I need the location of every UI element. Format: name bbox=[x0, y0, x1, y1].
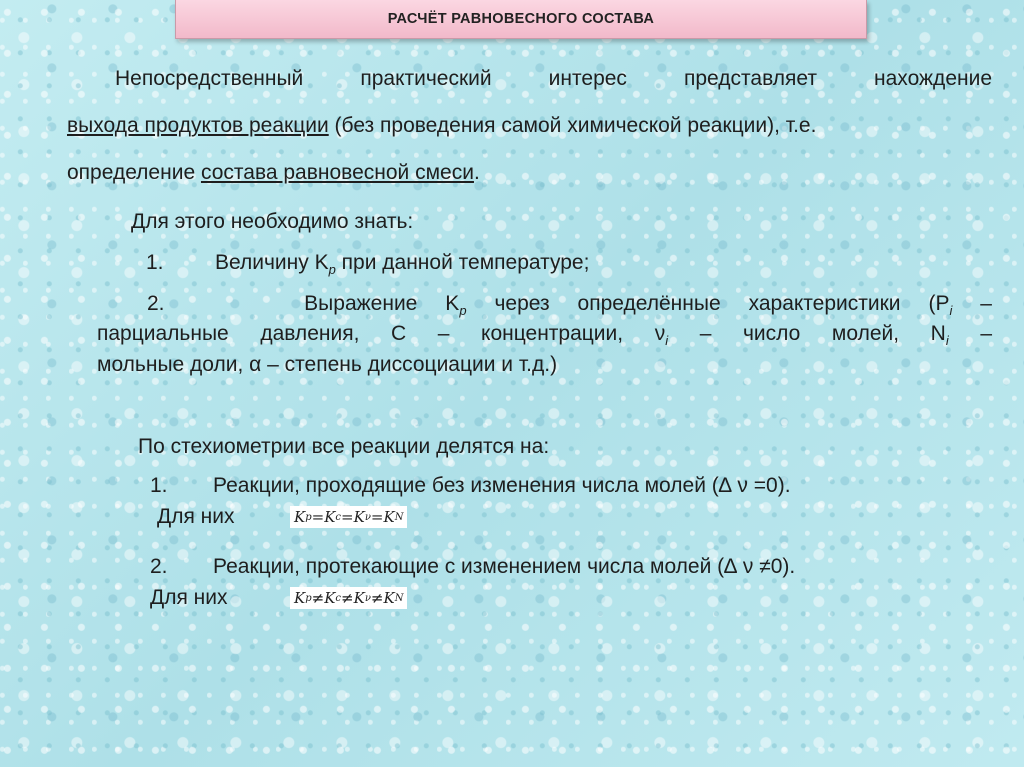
stoich-item-2-text: Реакции, протекающие с изменением числа молей (∆ ν ≠0). bbox=[213, 555, 796, 578]
need-item-2-line-1 bbox=[97, 293, 992, 317]
slide-title-banner bbox=[175, 0, 867, 39]
need-item-1-text-b: при данной температуре; bbox=[335, 251, 590, 274]
stoich-heading: По стехиометрии все реакции делятся на: bbox=[138, 435, 550, 458]
formula-eq-k2: K bbox=[324, 508, 336, 526]
stoich-item-1 bbox=[150, 475, 791, 496]
formula-constants-not-equal bbox=[290, 587, 407, 609]
need-item-2-number: 2. bbox=[147, 292, 165, 315]
need-item-1-number: 1. bbox=[146, 251, 164, 274]
need-item-1-sub: p bbox=[328, 262, 336, 278]
formula-ne-k1: K bbox=[294, 589, 306, 607]
need-item-1-text-a: Величину K bbox=[215, 251, 329, 274]
formula-eq-s3: ν bbox=[364, 511, 371, 523]
need-item-2-line-2-b: – число молей, N bbox=[699, 322, 946, 345]
need-item-2-text-c: – bbox=[980, 292, 992, 315]
need-item-2-sub-a: p bbox=[459, 303, 467, 319]
stoich-item-1-number: 1. bbox=[150, 474, 168, 497]
formula-eq-k3: K bbox=[353, 508, 365, 526]
stoich-item-1-text: Реакции, проходящие без изменения числа молей (∆ ν =0). bbox=[213, 474, 791, 497]
intro-line-2-rest: (без проведения самой химической реакции), т.е. bbox=[328, 114, 817, 137]
formula-constants-equal bbox=[290, 506, 407, 528]
slide-title: РАСЧЁТ РАВНОВЕСНОГО СОСТАВА bbox=[387, 11, 655, 27]
need-item-2-line-2 bbox=[97, 323, 992, 347]
formula-eq-op2: = bbox=[341, 508, 354, 526]
formula-ne-s1: p bbox=[305, 592, 312, 604]
formula-eq-s2: c bbox=[335, 511, 342, 523]
formula-eq-s1: p bbox=[305, 511, 312, 523]
formula-ne-k4: K bbox=[383, 589, 395, 607]
need-item-2-line-2-a: парциальные давления, C – концентрации, ν bbox=[97, 322, 666, 345]
stoich-item-2-number: 2. bbox=[150, 555, 168, 578]
formula-ne-k2: K bbox=[324, 589, 336, 607]
formula-ne-op2: ≠ bbox=[341, 589, 354, 607]
need-item-1 bbox=[146, 252, 589, 276]
intro-line-3-start: определение bbox=[67, 161, 201, 184]
formula-ne-k3: K bbox=[353, 589, 365, 607]
formula-eq-op3: = bbox=[370, 508, 384, 526]
stoich-item-2-for: Для них bbox=[150, 586, 228, 609]
formula-eq-op1: = bbox=[311, 508, 325, 526]
stoich-item-2 bbox=[150, 556, 795, 577]
need-item-2-text-b: через определённые характеристики (P bbox=[494, 292, 950, 315]
product-yield-link: выхода продуктов реакции bbox=[67, 114, 329, 137]
intro-line-3 bbox=[67, 162, 480, 183]
stoich-item-1-for: Для них bbox=[157, 505, 235, 528]
need-item-2-line-2-sub-b: i bbox=[945, 333, 949, 349]
need-item-2-text-a: Выражение K bbox=[304, 292, 460, 315]
need-item-2-line-3: мольные доли, α – степень диссоциации и т.д.) bbox=[97, 353, 558, 376]
formula-eq-k1: K bbox=[294, 508, 306, 526]
formula-ne-op1: ≠ bbox=[311, 589, 325, 607]
formula-ne-s4: N bbox=[394, 592, 404, 604]
intro-line-3-end: . bbox=[473, 161, 480, 184]
formula-eq-s4: N bbox=[394, 511, 404, 523]
formula-ne-s3: ν bbox=[364, 592, 371, 604]
need-heading: Для этого необходимо знать: bbox=[131, 210, 414, 233]
equilibrium-composition-link: состава равновесной смеси bbox=[200, 161, 474, 184]
formula-eq-k4: K bbox=[383, 508, 395, 526]
need-item-2-sub-b: i bbox=[949, 303, 953, 319]
formula-ne-op3: ≠ bbox=[370, 589, 384, 607]
intro-line-1: Непосредственный практический интерес представляет нахождение bbox=[115, 67, 992, 90]
formula-ne-s2: c bbox=[335, 592, 342, 604]
intro-line-2 bbox=[67, 115, 816, 136]
need-item-2-line-2-c: – bbox=[980, 322, 993, 345]
need-item-2-line-2-sub-a: i bbox=[665, 333, 669, 349]
